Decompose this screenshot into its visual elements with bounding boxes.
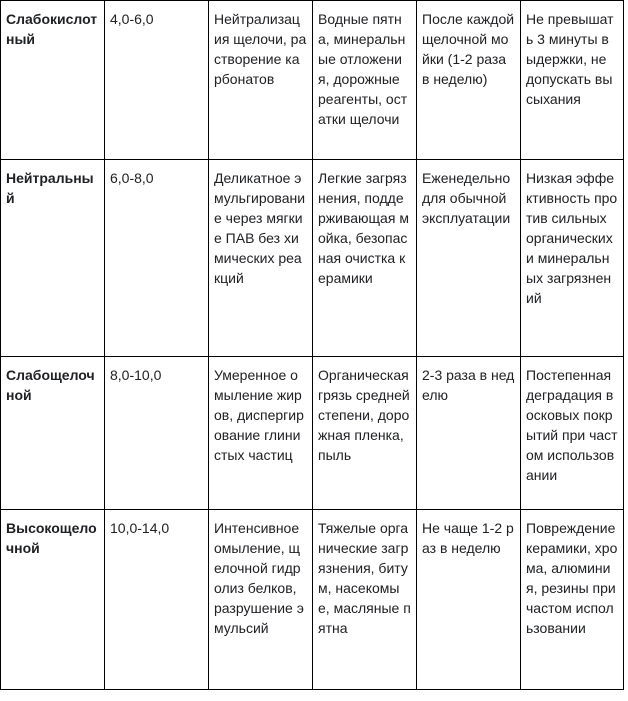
type-cell: Нейтральный (1, 160, 105, 357)
frequency-cell: Еженедельно для обычной эксплуатации (417, 160, 521, 357)
mechanism-cell: Нейтрализация щелочи, растворение карбонатов (209, 1, 313, 160)
frequency-cell: 2-3 раза в неделю (417, 357, 521, 510)
precautions-cell: Постепенная деградация восковых покрытий при частом использовании (521, 357, 624, 510)
mechanism-cell: Умеренное омыление жиров, диспергирование глинистых частиц (209, 357, 313, 510)
table-row (1, 510, 624, 690)
frequency-cell: После каждой щелочной мойки (1-2 раза в неделю) (417, 1, 521, 160)
mechanism-cell: Деликатное эмульгирование через мягкие ПАВ без химических реакций (209, 160, 313, 357)
mechanism-cell: Интенсивное омыление, щелочной гидролиз белков, разрушение эмульсий (209, 510, 313, 690)
pollutants-cell: Тяжелые органические загрязнения, битум, насекомые, масляные пятна (313, 510, 417, 690)
ph-cell: 4,0-6,0 (105, 1, 209, 160)
pollutants-cell: Легкие загрязнения, поддерживающая мойка, безопасная очистка керамики (313, 160, 417, 357)
ph-cell: 10,0-14,0 (105, 510, 209, 690)
precautions-cell: Низкая эффективность против сильных органических и минеральных загрязнений (521, 160, 624, 357)
ph-cell: 6,0-8,0 (105, 160, 209, 357)
type-cell: Высокощелочной (1, 510, 105, 690)
pollutants-cell: Органическая грязь средней степени, дорожная пленка, пыль (313, 357, 417, 510)
table-row (1, 160, 624, 357)
table-row (1, 1, 624, 160)
precautions-cell: Повреждение керамики, хрома, алюминия, резины при частом использовании (521, 510, 624, 690)
type-cell: Слабощелочной (1, 357, 105, 510)
ph-cell: 8,0-10,0 (105, 357, 209, 510)
type-cell: Слабокислотный (1, 1, 105, 160)
frequency-cell: Не чаще 1-2 раз в неделю (417, 510, 521, 690)
precautions-cell: Не превышать 3 минуты выдержки, не допускать высыхания (521, 1, 624, 160)
table-row (1, 357, 624, 510)
pollutants-cell: Водные пятна, минеральные отложения, дорожные реагенты, остатки щелочи (313, 1, 417, 160)
